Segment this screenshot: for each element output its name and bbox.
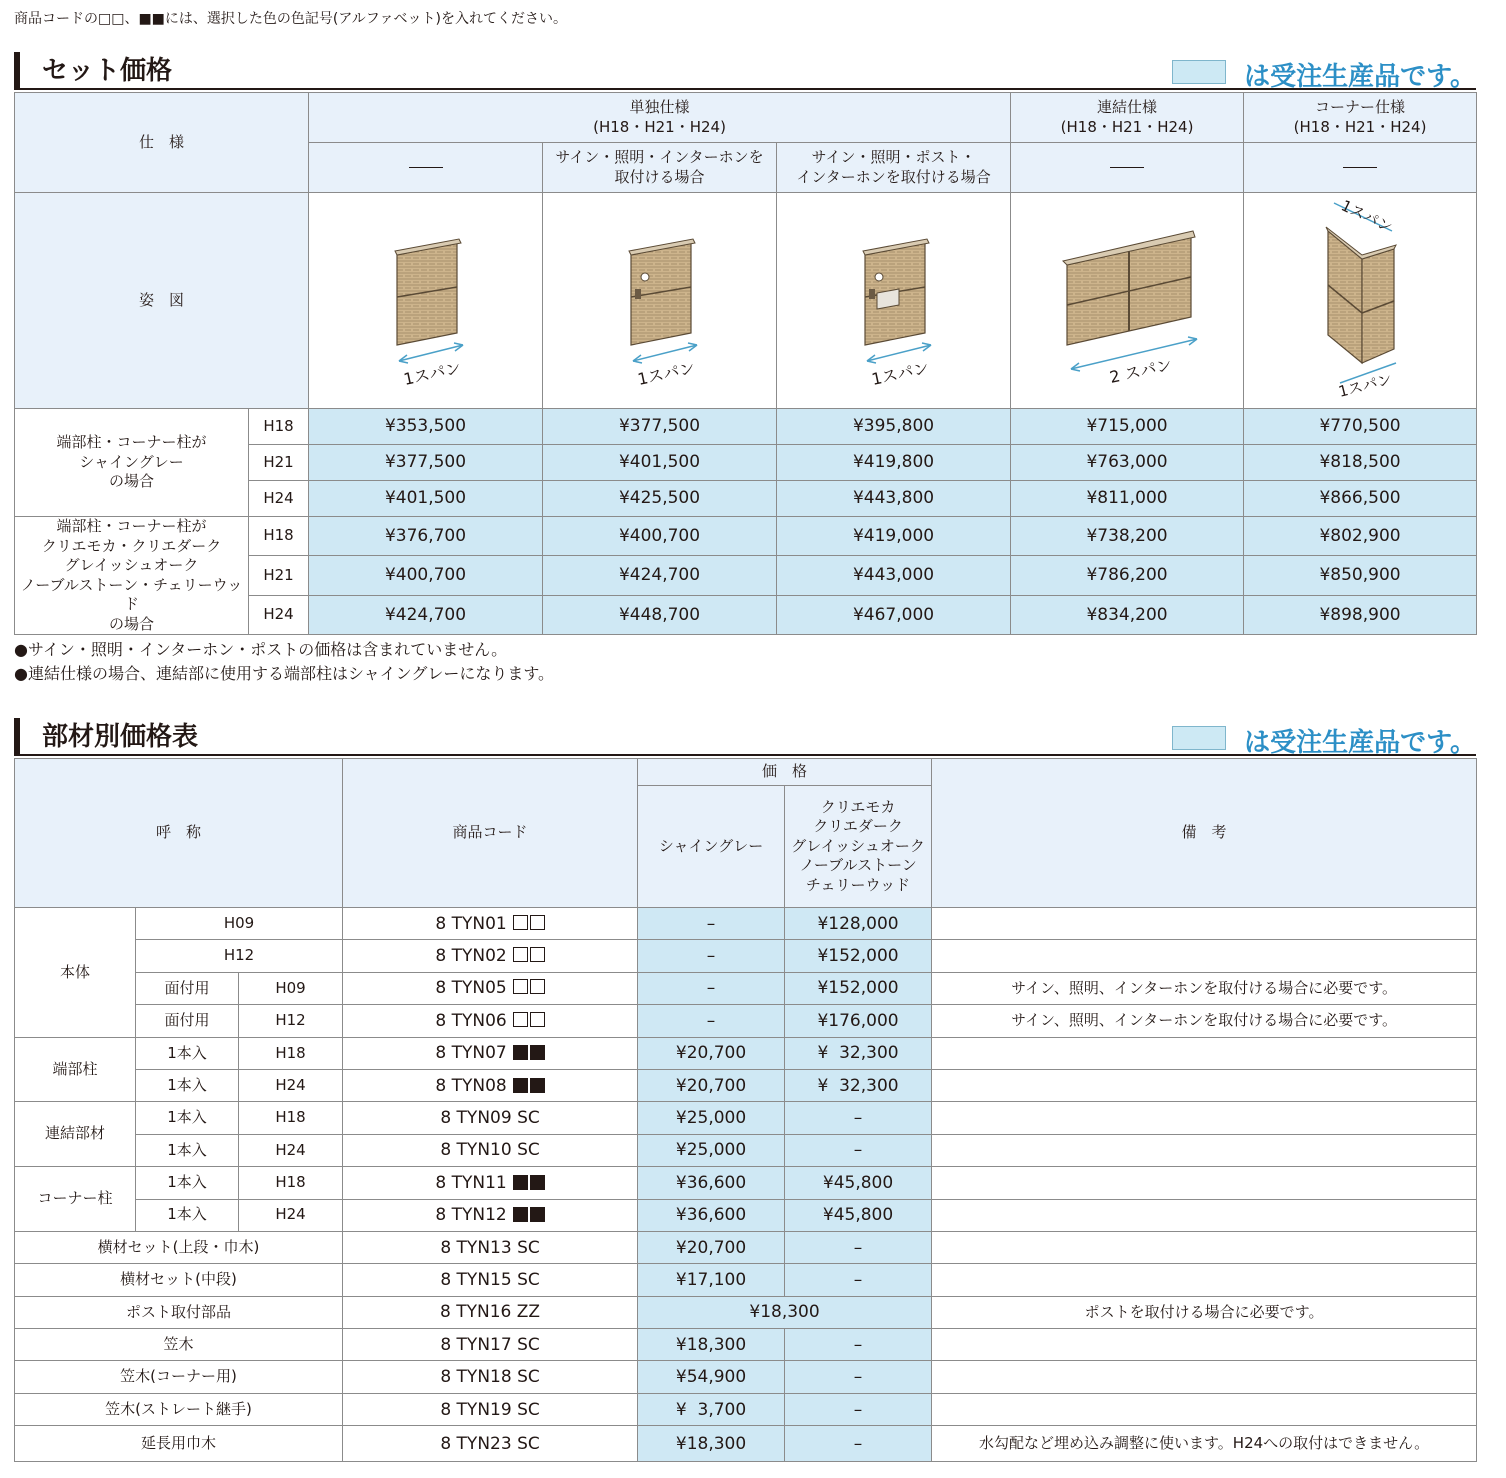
price-cell-shine-gray: ¥20,700 bbox=[638, 1037, 785, 1069]
price-cell: ¥443,800 bbox=[777, 481, 1011, 517]
height-label: H18 bbox=[239, 1037, 343, 1069]
product-code bbox=[343, 1134, 638, 1166]
fence-corner-illustration bbox=[1244, 193, 1477, 409]
color-code-filled-icon bbox=[513, 1207, 528, 1222]
parts-row bbox=[15, 1134, 1477, 1166]
subcol-none bbox=[309, 143, 543, 193]
color-code-box-icon bbox=[513, 979, 528, 994]
remarks-cell: サイン、照明、インターホンを取付ける場合に必要です。 bbox=[932, 972, 1477, 1004]
price-cell: ¥424,700 bbox=[543, 556, 777, 595]
group-header-corner bbox=[1244, 93, 1477, 143]
price-cell: ¥763,000 bbox=[1011, 445, 1244, 481]
section-header-set-price bbox=[14, 48, 1476, 90]
group-sub: (H18・H21・H24) bbox=[593, 117, 726, 136]
price-cell-other-colors: – bbox=[785, 1361, 932, 1393]
figure-sign-post bbox=[777, 193, 1011, 409]
price-cell: ¥818,500 bbox=[1244, 445, 1477, 481]
fence-panel-illustration bbox=[309, 193, 543, 409]
price-cell-other-colors: ¥152,000 bbox=[785, 940, 932, 972]
header-price: 価 格 bbox=[638, 759, 932, 786]
remarks-cell bbox=[932, 908, 1477, 940]
price-cell: ¥401,500 bbox=[309, 481, 543, 517]
product-code bbox=[343, 1102, 638, 1134]
price-cell-other-colors: – bbox=[785, 1264, 932, 1296]
color-code-box-icon bbox=[513, 915, 528, 930]
remarks-cell bbox=[932, 1069, 1477, 1101]
product-code-text: 8 TYN12 bbox=[435, 1205, 507, 1226]
height-label: H24 bbox=[249, 595, 309, 634]
remarks-cell: 水勾配など埋め込み調整に使います。H24への取付はできません。 bbox=[932, 1426, 1477, 1462]
item-name: 笠木 bbox=[15, 1329, 343, 1361]
price-cell: ¥770,500 bbox=[1244, 409, 1477, 445]
height-label: H12 bbox=[239, 1005, 343, 1037]
price-cell: ¥811,000 bbox=[1011, 481, 1244, 517]
sub-label: 1本入 bbox=[136, 1102, 239, 1134]
product-code bbox=[343, 1264, 638, 1296]
price-cell: ¥898,900 bbox=[1244, 595, 1477, 634]
parts-row bbox=[15, 1069, 1477, 1101]
price-cell: ¥419,000 bbox=[777, 517, 1011, 556]
price-cell: ¥424,700 bbox=[309, 595, 543, 634]
section-bar bbox=[14, 718, 20, 754]
group-sub: (H18・H21・H24) bbox=[1293, 117, 1427, 136]
sub-label: 1本入 bbox=[136, 1134, 239, 1166]
price-cell: ¥866,500 bbox=[1244, 481, 1477, 517]
color-code-filled-icon bbox=[530, 1078, 545, 1093]
height-label: H21 bbox=[249, 556, 309, 595]
product-code-text: 8 TYN11 bbox=[435, 1172, 507, 1193]
group-label: 連結部材 bbox=[15, 1102, 136, 1167]
height-label: H18 bbox=[239, 1167, 343, 1199]
product-code-text: 8 TYN18 SC bbox=[440, 1367, 540, 1388]
price-cell-shine-gray: – bbox=[638, 972, 785, 1004]
product-code bbox=[343, 1329, 638, 1361]
remarks-cell bbox=[932, 1329, 1477, 1361]
header-price-other-colors: クリエモカ クリエダーク グレイッシュオーク ノーブルストーン チェリーウッド bbox=[785, 786, 932, 908]
parts-row bbox=[15, 1296, 1477, 1328]
product-code bbox=[343, 1426, 638, 1462]
group-sub: (H18・H21・H24) bbox=[1060, 117, 1194, 136]
product-code-text: 8 TYN08 bbox=[435, 1075, 507, 1096]
legend-swatch bbox=[1172, 60, 1226, 84]
product-code bbox=[343, 908, 638, 940]
parts-row bbox=[15, 1393, 1477, 1425]
product-code-text: 8 TYN05 bbox=[435, 978, 507, 999]
product-code bbox=[343, 1231, 638, 1263]
height-label: H18 bbox=[239, 1102, 343, 1134]
product-code-text: 8 TYN23 SC bbox=[440, 1433, 540, 1454]
group-label: 端部柱 bbox=[15, 1037, 136, 1102]
parts-row bbox=[15, 1231, 1477, 1263]
header-price-shine-gray: シャイングレー bbox=[638, 786, 785, 908]
color-code-filled-icon bbox=[530, 1207, 545, 1222]
group-name: コーナー仕様 bbox=[1315, 98, 1406, 116]
price-cell: ¥400,700 bbox=[543, 517, 777, 556]
price-cell-other-colors: ¥ 32,300 bbox=[785, 1069, 932, 1101]
legend-swatch bbox=[1172, 726, 1226, 750]
product-code bbox=[343, 1167, 638, 1199]
figure-caption: 2 スパン bbox=[1107, 355, 1174, 387]
parts-row bbox=[15, 972, 1477, 1004]
figure-sign bbox=[543, 193, 777, 409]
product-code-text: 8 TYN10 SC bbox=[440, 1140, 540, 1161]
height-label: H18 bbox=[249, 409, 309, 445]
parts-price-body bbox=[15, 908, 1477, 1462]
sub-label: 1本入 bbox=[136, 1167, 239, 1199]
fence-panel-post-illustration bbox=[777, 193, 1011, 409]
parts-row bbox=[15, 1264, 1477, 1296]
color-code-box-icon bbox=[530, 1012, 545, 1027]
header-remarks: 備 考 bbox=[932, 759, 1477, 908]
parts-row bbox=[15, 1329, 1477, 1361]
price-cell-other-colors: – bbox=[785, 1393, 932, 1425]
product-code-text: 8 TYN06 bbox=[435, 1010, 507, 1031]
item-name: 笠木(コーナー用) bbox=[15, 1361, 343, 1393]
parts-row bbox=[15, 1102, 1477, 1134]
sub-label: 面付用 bbox=[136, 972, 239, 1004]
price-cell-other-colors: – bbox=[785, 1426, 932, 1462]
sub-label: 面付用 bbox=[136, 1005, 239, 1037]
parts-row bbox=[15, 908, 1477, 940]
sub-label: 1本入 bbox=[136, 1199, 239, 1231]
section-bar bbox=[14, 52, 20, 88]
price-cell: ¥377,500 bbox=[309, 445, 543, 481]
product-code-text: 8 TYN13 SC bbox=[440, 1237, 540, 1258]
price-cell: ¥715,000 bbox=[1011, 409, 1244, 445]
figure-single bbox=[309, 193, 543, 409]
item-name: 横材セット(中段) bbox=[15, 1264, 343, 1296]
height-label: H09 bbox=[239, 972, 343, 1004]
price-cell-other-colors: ¥45,800 bbox=[785, 1167, 932, 1199]
note-item: ●連結仕様の場合、連結部に使用する端部柱はシャイングレーになります。 bbox=[14, 664, 555, 683]
price-cell: ¥377,500 bbox=[543, 409, 777, 445]
product-code-text: 8 TYN17 SC bbox=[440, 1334, 540, 1355]
color-code-box-icon bbox=[530, 915, 545, 930]
price-cell-shine-gray: ¥18,300 bbox=[638, 1426, 785, 1462]
product-code bbox=[343, 1296, 638, 1328]
sub-label: H12 bbox=[136, 940, 343, 972]
parts-row bbox=[15, 940, 1477, 972]
dash-mark bbox=[1343, 167, 1377, 168]
group-label: コーナー柱 bbox=[15, 1167, 136, 1232]
price-row bbox=[15, 517, 1477, 556]
color-code-filled-icon bbox=[530, 1045, 545, 1060]
price-row bbox=[15, 409, 1477, 445]
figure-caption: 1スパン bbox=[1336, 370, 1394, 401]
color-code-box-icon bbox=[530, 947, 545, 962]
price-cell: ¥834,200 bbox=[1011, 595, 1244, 634]
height-label: H21 bbox=[249, 445, 309, 481]
color-code-filled-icon bbox=[513, 1045, 528, 1060]
price-cell-other-colors: ¥152,000 bbox=[785, 972, 932, 1004]
section-title: セット価格 bbox=[42, 56, 173, 86]
header-name: 呼 称 bbox=[15, 759, 343, 908]
header-code: 商品コード bbox=[343, 759, 638, 908]
product-code bbox=[343, 1393, 638, 1425]
price-cell-other-colors: – bbox=[785, 1134, 932, 1166]
price-cell-shine-gray: ¥54,900 bbox=[638, 1361, 785, 1393]
product-code-text: 8 TYN09 SC bbox=[440, 1107, 540, 1128]
price-cell-other-colors: ¥45,800 bbox=[785, 1199, 932, 1231]
price-cell-other-colors: – bbox=[785, 1231, 932, 1263]
price-cell-other-colors: ¥ 32,300 bbox=[785, 1037, 932, 1069]
group-name: 連結仕様 bbox=[1097, 98, 1158, 116]
figure-caption: 1スパン bbox=[401, 358, 463, 389]
sub-label: H09 bbox=[136, 908, 343, 940]
height-label: H24 bbox=[239, 1199, 343, 1231]
product-code bbox=[343, 1005, 638, 1037]
item-name: 延長用巾木 bbox=[15, 1426, 343, 1462]
figure-caption: 1スパン bbox=[1338, 196, 1396, 237]
legend-text: は受注生産品です。 bbox=[1244, 62, 1476, 92]
section-title: 部材別価格表 bbox=[42, 722, 199, 752]
remarks-cell bbox=[932, 1393, 1477, 1425]
remarks-cell bbox=[932, 1264, 1477, 1296]
height-label: H24 bbox=[239, 1134, 343, 1166]
product-code bbox=[343, 1069, 638, 1101]
group-label: 本体 bbox=[15, 908, 136, 1038]
price-cell-shine-gray: ¥18,300 bbox=[638, 1329, 785, 1361]
price-cell-shine-gray: – bbox=[638, 940, 785, 972]
subcol-corner bbox=[1244, 143, 1477, 193]
figure-corner bbox=[1244, 193, 1477, 409]
remarks-cell bbox=[932, 1037, 1477, 1069]
row-group-label: 端部柱・コーナー柱が シャイングレー の場合 bbox=[15, 409, 249, 517]
price-cell: ¥467,000 bbox=[777, 595, 1011, 634]
figure-linked bbox=[1011, 193, 1244, 409]
height-label: H18 bbox=[249, 517, 309, 556]
price-cell: ¥395,800 bbox=[777, 409, 1011, 445]
price-cell: ¥802,900 bbox=[1244, 517, 1477, 556]
product-code-text: 8 TYN15 SC bbox=[440, 1269, 540, 1290]
price-cell: ¥400,700 bbox=[309, 556, 543, 595]
price-cell: ¥443,000 bbox=[777, 556, 1011, 595]
product-code-text: 8 TYN19 SC bbox=[440, 1399, 540, 1420]
price-cell-shine-gray: ¥36,600 bbox=[638, 1167, 785, 1199]
price-cell-shine-gray: ¥36,600 bbox=[638, 1199, 785, 1231]
price-cell-other-colors: ¥176,000 bbox=[785, 1005, 932, 1037]
row-group-label: 端部柱・コーナー柱が クリエモカ・クリエダーク グレイッシュオーク ノーブルストーン・チェリーウッド の場合 bbox=[15, 517, 249, 635]
parts-row bbox=[15, 1361, 1477, 1393]
price-cell-shine-gray: – bbox=[638, 1005, 785, 1037]
fence-panel-sign-illustration bbox=[543, 193, 777, 409]
parts-row bbox=[15, 1199, 1477, 1231]
color-code-box-icon bbox=[513, 947, 528, 962]
remarks-cell bbox=[932, 1199, 1477, 1231]
remarks-cell: ポストを取付ける場合に必要です。 bbox=[932, 1296, 1477, 1328]
height-label: H24 bbox=[239, 1069, 343, 1101]
parts-row bbox=[15, 1037, 1477, 1069]
price-cell: ¥425,500 bbox=[543, 481, 777, 517]
product-code-text: 8 TYN07 bbox=[435, 1043, 507, 1064]
price-cell-other-colors: – bbox=[785, 1329, 932, 1361]
group-name: 単独仕様 bbox=[629, 98, 690, 116]
subcol-sign: サイン・照明・インターホンを 取付ける場合 bbox=[543, 143, 777, 193]
figure-caption: 1スパン bbox=[635, 358, 697, 389]
product-code bbox=[343, 1037, 638, 1069]
price-cell: ¥850,900 bbox=[1244, 556, 1477, 595]
price-cell: ¥376,700 bbox=[309, 517, 543, 556]
price-cell-shine-gray: ¥25,000 bbox=[638, 1102, 785, 1134]
dash-mark bbox=[1110, 167, 1144, 168]
group-header-single bbox=[309, 93, 1011, 143]
color-code-box-icon bbox=[513, 1012, 528, 1027]
price-cell-shine-gray: ¥20,700 bbox=[638, 1069, 785, 1101]
set-price-body bbox=[15, 409, 1477, 635]
subcol-linked bbox=[1011, 143, 1244, 193]
price-cell-shine-gray: ¥20,700 bbox=[638, 1231, 785, 1263]
product-code-text: 8 TYN02 bbox=[435, 946, 507, 967]
dash-mark bbox=[409, 167, 443, 168]
notes bbox=[14, 638, 554, 686]
price-cell-shine-gray: ¥17,100 bbox=[638, 1264, 785, 1296]
section-header-parts-price bbox=[14, 714, 1476, 756]
spec-header: 仕 様 bbox=[15, 93, 309, 193]
group-header-linked bbox=[1011, 93, 1244, 143]
product-code bbox=[343, 940, 638, 972]
color-code-filled-icon bbox=[530, 1175, 545, 1190]
product-code bbox=[343, 1199, 638, 1231]
height-label: H24 bbox=[249, 481, 309, 517]
remarks-cell bbox=[932, 1231, 1477, 1263]
item-name: 笠木(ストレート継手) bbox=[15, 1393, 343, 1425]
figure-header: 姿 図 bbox=[15, 193, 309, 409]
price-cell: ¥738,200 bbox=[1011, 517, 1244, 556]
price-cell: ¥353,500 bbox=[309, 409, 543, 445]
price-cell: ¥401,500 bbox=[543, 445, 777, 481]
color-code-filled-icon bbox=[513, 1175, 528, 1190]
parts-row bbox=[15, 1167, 1477, 1199]
item-name: ポスト取付部品 bbox=[15, 1296, 343, 1328]
remarks-cell bbox=[932, 940, 1477, 972]
remarks-cell: サイン、照明、インターホンを取付ける場合に必要です。 bbox=[932, 1005, 1477, 1037]
remarks-cell bbox=[932, 1102, 1477, 1134]
price-cell-other-colors: – bbox=[785, 1102, 932, 1134]
parts-price-table bbox=[14, 758, 1477, 1462]
price-cell: ¥786,200 bbox=[1011, 556, 1244, 595]
color-code-box-icon bbox=[530, 979, 545, 994]
product-code-text: 8 TYN01 bbox=[435, 913, 507, 934]
subcol-sign-post: サイン・照明・ポスト・ インターホンを取付ける場合 bbox=[777, 143, 1011, 193]
price-cell-shine-gray: – bbox=[638, 908, 785, 940]
note-item: ●サイン・照明・インターホン・ポストの価格は含まれていません。 bbox=[14, 640, 508, 659]
product-code bbox=[343, 972, 638, 1004]
item-name: 横材セット(上段・巾木) bbox=[15, 1231, 343, 1263]
price-cell-shine-gray: ¥ 3,700 bbox=[638, 1393, 785, 1425]
figure-caption: 1スパン bbox=[869, 358, 931, 389]
price-cell-shine-gray: ¥25,000 bbox=[638, 1134, 785, 1166]
set-price-table bbox=[14, 92, 1477, 635]
price-cell-other-colors: ¥128,000 bbox=[785, 908, 932, 940]
price-cell: ¥18,300 bbox=[638, 1296, 932, 1328]
fence-linked-illustration bbox=[1011, 193, 1244, 409]
price-cell: ¥419,800 bbox=[777, 445, 1011, 481]
sub-label: 1本入 bbox=[136, 1037, 239, 1069]
product-code bbox=[343, 1361, 638, 1393]
sub-label: 1本入 bbox=[136, 1069, 239, 1101]
remarks-cell bbox=[932, 1361, 1477, 1393]
remarks-cell bbox=[932, 1134, 1477, 1166]
price-cell: ¥448,700 bbox=[543, 595, 777, 634]
parts-row bbox=[15, 1005, 1477, 1037]
top-note: 商品コードの□□、■■には、選択した色の色記号(アルファベット)を入れてください。 bbox=[14, 11, 567, 27]
product-code-text: 8 TYN16 ZZ bbox=[440, 1302, 541, 1323]
color-code-filled-icon bbox=[513, 1078, 528, 1093]
parts-row bbox=[15, 1426, 1477, 1462]
remarks-cell bbox=[932, 1167, 1477, 1199]
legend-text: は受注生産品です。 bbox=[1244, 728, 1476, 758]
